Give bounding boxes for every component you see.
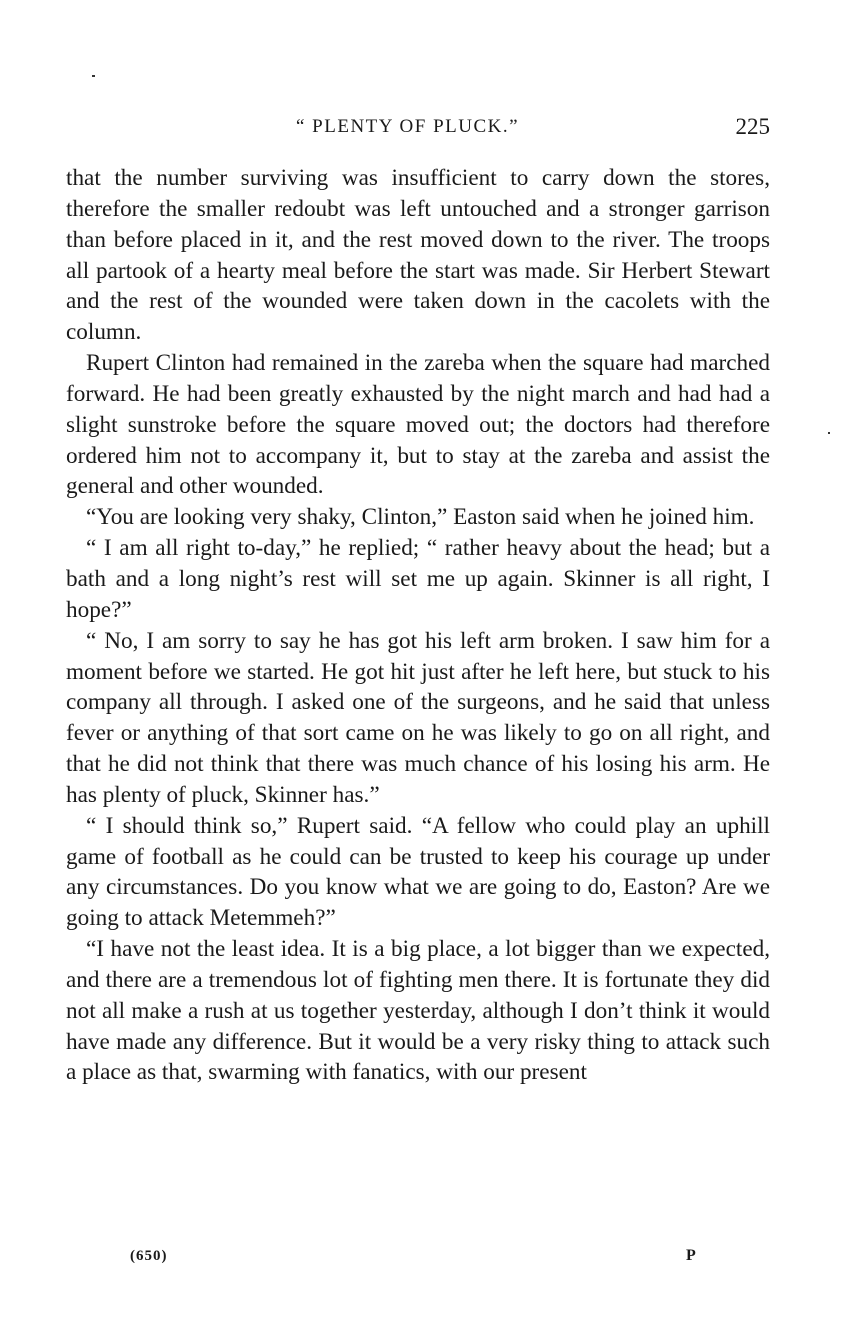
gathering-signature-letter: P <box>686 1247 696 1264</box>
paragraph: “ No, I am sorry to say he has got his left arm broken. I saw him for a moment before we started. He got hit just after he left here, but stuck to his company all through. I asked one of the surgeons, and he said that unless fever or anything of that sort came on he was likely to go on all right, and that he did not think that there was much chance of his losing his arm. He has plenty of pluck, Skinner has.” <box>66 627 770 808</box>
paragraph: “You are looking very shaky, Clinton,” Easton said when he joined him. <box>86 504 755 531</box>
print-speck <box>92 75 95 77</box>
page-header <box>66 114 770 144</box>
paragraph: “I have not the least idea. It is a big place, a lot bigger than we expected, and there are a tremendous lot of fighting men there. It is fortunate they did not all make a rush at us together yesterday, although I don’t think it would have made any difference. But it would be a very risky thing to attack such a place as that, swarming with fanatics, with our present <box>66 936 770 1086</box>
print-speck <box>828 432 830 434</box>
paragraph: “ I am all right to-day,” he replied; “ rather heavy about the head; but a bath and a long night’s rest will set me up again. Skinner is all right, I hope?” <box>66 535 770 623</box>
page-number: 225 <box>735 114 770 139</box>
paragraph: Rupert Clinton had remained in the zareba when the square had marched forward. He had been greatly exhausted by the night march and had had a slight sunstroke before the square moved out; the doctors had therefore ordered him not to accompany it, but to stay at the zareba and assist the general and other wounded. <box>66 350 770 500</box>
paragraph: “ I should think so,” Rupert said. “A fellow who could play an uphill game of football as he could can be trusted to keep his courage up under any circumstances. Do you know what we are going to do, Easton? Are we going to attack Metemmeh?” <box>66 812 770 932</box>
running-head: “ PLENTY OF PLUCK.” <box>296 116 520 137</box>
body-text <box>66 163 770 1088</box>
paragraph: that the number surviving was insufficient to carry down the stores, therefore the smaller redoubt was left untouched and a stronger garrison than before placed in it, and the rest moved down to the river. The troops all partook of a hearty meal before the start was made. Sir Herbert Stewart and the rest of the wounded were taken down in the cacolets with the column. <box>66 165 770 346</box>
printer-signature-mark: (650) <box>130 1248 168 1264</box>
page-footer <box>0 1248 845 1272</box>
